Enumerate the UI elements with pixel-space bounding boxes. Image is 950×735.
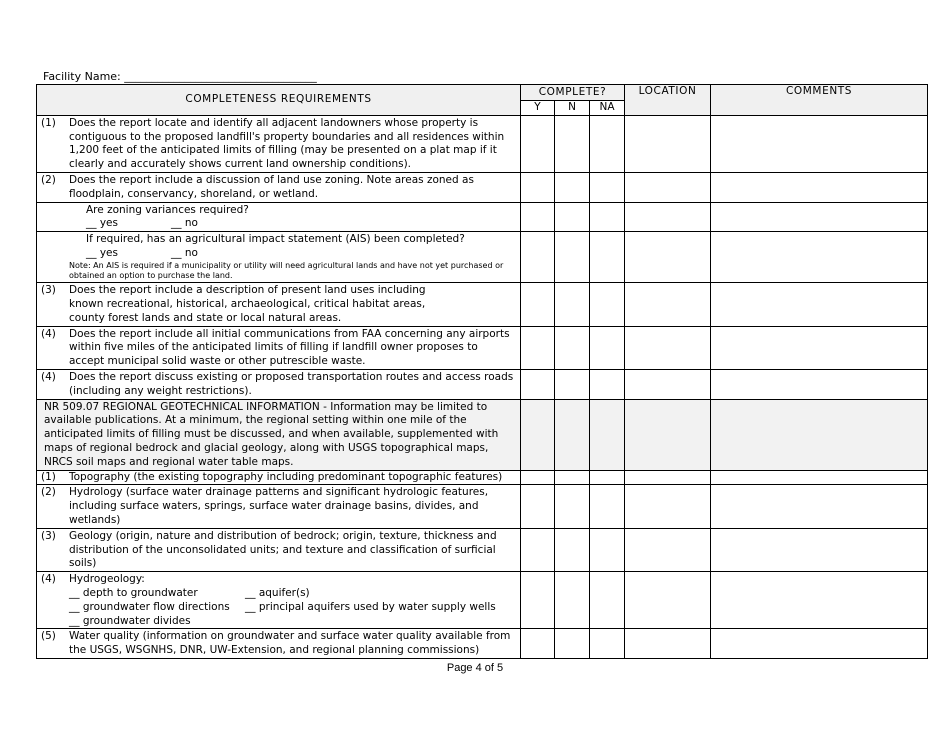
location-cell[interactable] — [625, 629, 711, 659]
check-y[interactable] — [521, 369, 555, 399]
table-row — [37, 326, 928, 369]
location-cell[interactable] — [625, 172, 711, 202]
check-n[interactable] — [555, 629, 590, 659]
location-cell[interactable] — [625, 202, 711, 232]
row-number: (1) — [41, 470, 56, 483]
header-complete: COMPLETE? — [521, 85, 625, 101]
row-number: (5) — [41, 630, 56, 643]
row-text-line: Does the report include a description of present land uses including — [69, 284, 426, 297]
section-header-row — [37, 399, 928, 470]
check-y[interactable] — [521, 326, 555, 369]
row-text: Does the report include all initial communications from FAA concerning any airports within five miles of the anticipated limits of filling if landfill owner proposes to accept municipal solid waste or other putrescible waste. — [69, 327, 510, 368]
row-text: Does the report include a discussion of land use zoning. Note areas zoned as floodplain, conservancy, shoreland, or wetland. — [69, 173, 474, 200]
check-y[interactable] — [521, 172, 555, 202]
check-n[interactable] — [555, 202, 590, 232]
check-n[interactable] — [555, 115, 590, 172]
comments-cell[interactable] — [711, 369, 928, 399]
row-number: (2) — [41, 486, 56, 499]
check-y[interactable] — [521, 485, 555, 528]
check-na[interactable] — [590, 470, 625, 485]
row-number: (3) — [41, 529, 56, 542]
comments-cell[interactable] — [711, 283, 928, 326]
hydrogeology-title: Hydrogeology: — [69, 573, 145, 586]
row-number: (1) — [41, 116, 56, 129]
check-y[interactable] — [521, 115, 555, 172]
row-text: Does the report locate and identify all adjacent landowners whose property is contiguous to the proposed landfill's property boundaries and all residences within 1,200 feet of the anticipated limits of filling (may be presented on a plat map if it clearly and accurately shows current land ownership conditions). — [69, 116, 505, 171]
comments-cell[interactable] — [711, 326, 928, 369]
ais-question: If required, has an agricultural impact statement (AIS) been completed? — [86, 233, 465, 246]
check-y[interactable] — [521, 232, 555, 283]
comments-cell[interactable] — [711, 172, 928, 202]
check-y[interactable] — [521, 470, 555, 485]
ais-note: Note: An AIS is required if a municipality or utility will need agricultural lands and have not yet purchased or obtained an option to purchase the land. — [69, 260, 504, 281]
comments-cell[interactable] — [711, 232, 928, 283]
option-flow-directions[interactable]: __ groundwater flow directions — [69, 600, 230, 613]
location-cell[interactable] — [625, 572, 711, 629]
row-text: Topography (the existing topography including predominant topographic features) — [69, 470, 503, 483]
table-row — [37, 629, 928, 659]
facility-name-field[interactable] — [43, 70, 317, 83]
table-row — [37, 528, 928, 571]
row-number: (3) — [41, 284, 56, 297]
comments-cell[interactable] — [711, 202, 928, 232]
check-n[interactable] — [555, 485, 590, 528]
check-na[interactable] — [590, 485, 625, 528]
table-row — [37, 485, 928, 528]
check-y[interactable] — [521, 202, 555, 232]
check-n[interactable] — [555, 572, 590, 629]
row-number: (4) — [41, 370, 56, 383]
row-text: Geology (origin, nature and distribution of bedrock; origin, texture, thickness and distribution of the unconsolidated units; and texture and classification of surficial soils) — [69, 529, 497, 570]
check-na[interactable] — [590, 326, 625, 369]
geotechnical-section-text: NR 509.07 REGIONAL GEOTECHNICAL INFORMATION - Information may be limited to available publications. At a minimum, the regional setting within one mile of the anticipated limits of filling must be discussed, and when available, supplemented with maps of regional bedrock and glacial geology, along with USGS topographical maps, NRCS soil maps and regional water table maps. — [44, 400, 499, 468]
location-cell[interactable] — [625, 485, 711, 528]
check-na[interactable] — [590, 172, 625, 202]
header-na: NA — [590, 101, 625, 116]
location-cell[interactable] — [625, 528, 711, 571]
comments-cell[interactable] — [711, 485, 928, 528]
zoning-yes-option[interactable]: __ yes — [86, 217, 118, 230]
check-n[interactable] — [555, 283, 590, 326]
check-n[interactable] — [555, 232, 590, 283]
header-requirements: COMPLETENESS REQUIREMENTS — [37, 85, 521, 116]
row-text-line: county forest lands and state or local natural areas. — [69, 311, 342, 324]
check-y[interactable] — [521, 283, 555, 326]
check-y[interactable] — [521, 572, 555, 629]
ais-yes-option[interactable]: __ yes — [86, 246, 118, 259]
row-text-line: known recreational, historical, archaeological, critical habitat areas, — [69, 297, 426, 310]
completeness-table — [36, 84, 928, 659]
facility-name-blank[interactable]: ___________________________________ — [124, 70, 317, 83]
option-aquifers[interactable]: __ aquifer(s) — [245, 586, 310, 599]
location-cell[interactable] — [625, 115, 711, 172]
zoning-no-option[interactable]: __ no — [171, 217, 198, 230]
row-number: (4) — [41, 573, 56, 586]
location-cell[interactable] — [625, 232, 711, 283]
table-row — [37, 115, 928, 172]
row-text: Water quality (information on groundwater and surface water quality available from the USGS, WSGNHS, DNR, UW-Extension, and regional planning commissions) — [69, 630, 511, 657]
facility-name-label: Facility Name: — [43, 70, 121, 83]
option-depth-to-groundwater[interactable]: __ depth to groundwater — [69, 586, 198, 599]
check-n[interactable] — [555, 172, 590, 202]
check-na[interactable] — [590, 572, 625, 629]
check-na[interactable] — [590, 232, 625, 283]
check-n[interactable] — [555, 470, 590, 485]
comments-cell[interactable] — [711, 470, 928, 485]
comments-cell[interactable] — [711, 572, 928, 629]
option-principal-aquifers[interactable]: __ principal aquifers used by water supply wells — [245, 600, 496, 613]
location-cell[interactable] — [625, 326, 711, 369]
check-n[interactable] — [555, 369, 590, 399]
check-na[interactable] — [590, 369, 625, 399]
row-text: Hydrology (surface water drainage patterns and significant hydrologic features, including surface waters, springs, surface water drainage basins, divides, and wetlands) — [69, 486, 489, 526]
zoning-question: Are zoning variances required? — [86, 203, 249, 216]
header-y: Y — [521, 101, 555, 116]
comments-cell[interactable] — [711, 528, 928, 571]
check-n[interactable] — [555, 326, 590, 369]
header-n: N — [555, 101, 590, 116]
check-y[interactable] — [521, 629, 555, 659]
row-number: (4) — [41, 327, 56, 340]
comments-cell[interactable] — [711, 115, 928, 172]
check-na[interactable] — [590, 528, 625, 571]
table-row — [37, 572, 928, 629]
table-row — [37, 172, 928, 202]
table-row — [37, 470, 928, 485]
location-cell[interactable] — [625, 283, 711, 326]
check-na[interactable] — [590, 115, 625, 172]
row-text: Does the report discuss existing or proposed transportation routes and access roads (including any weight restrictions). — [69, 370, 514, 397]
table-row — [37, 283, 928, 326]
page-number: Page 4 of 5 — [446, 662, 504, 674]
table-row — [37, 202, 928, 232]
comments-cell[interactable] — [711, 629, 928, 659]
table-row — [37, 369, 928, 399]
header-location: LOCATION — [625, 85, 711, 116]
table-row — [37, 232, 928, 283]
check-na[interactable] — [590, 629, 625, 659]
check-n[interactable] — [555, 528, 590, 571]
location-cell[interactable] — [625, 470, 711, 485]
check-na[interactable] — [590, 283, 625, 326]
location-cell[interactable] — [625, 369, 711, 399]
row-number: (2) — [41, 173, 56, 186]
check-na[interactable] — [590, 202, 625, 232]
ais-no-option[interactable]: __ no — [171, 246, 198, 259]
check-y[interactable] — [521, 528, 555, 571]
option-groundwater-divides[interactable]: __ groundwater divides — [69, 614, 191, 627]
header-comments: COMMENTS — [711, 85, 928, 116]
